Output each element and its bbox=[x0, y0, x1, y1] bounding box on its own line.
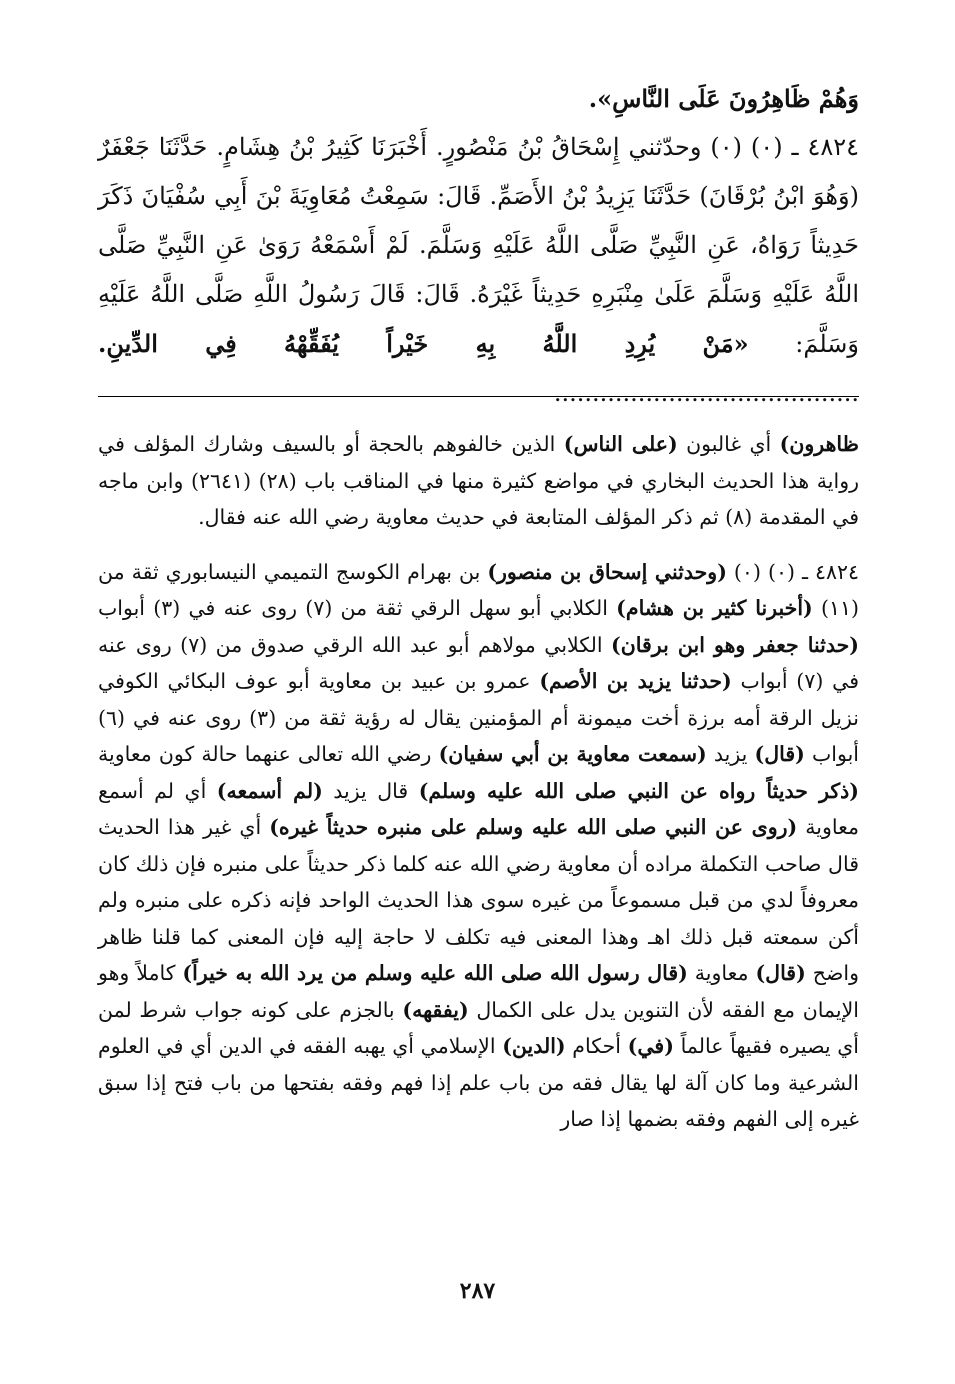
commentary-paragraph-2 bbox=[98, 554, 859, 1138]
commentary-bold: ظاهرون) bbox=[779, 432, 859, 456]
commentary-text: كاملاً وهو الإيمان مع الفقه لأن التنوين يدل على الكمال bbox=[98, 961, 859, 1022]
hadith-text-block bbox=[98, 74, 859, 418]
commentary-text: قال يزيد bbox=[322, 778, 419, 803]
hadith-chain-text: وحدّثني إِسْحَاقُ بْنُ مَنْصُورٍ. أَخْبَرَنَا كَثِيرُ بْنُ هِشَامٍ. حَدَّثَنَا جَعْفَرٌ (وَهُوَ ابْنُ بُرْقَانَ) حَدَّثَنَا يَزِيدُ بْنُ الأَصَمِّ. قَالَ: سَمِعْتُ مُعَاوِيَةَ بْنَ أَبِي سُفْيَانَ ذَكَرَ حَدِيثاً رَوَاهُ، عَنِ النَّبِيِّ صَلَّى اللَّهُ عَلَيْهِ وَسَلَّمَ. لَمْ أَسْمَعْهُ رَوَىٰ عَنِ النَّبِيِّ صَلَّى اللَّهُ عَلَيْهِ وَسَلَّمَ عَلَىٰ مِنْبَرِهِ حَدِيثاً غَيْرَهُ. قَالَ: قَالَ رَسُولُ اللَّهِ صَلَّى اللَّهُ عَلَيْهِ وَسَلَّمَ: bbox=[98, 133, 859, 358]
commentary-text: الكلابي أبو سهل الرقي ثقة من (٧) روى عنه في (٣) أبواب bbox=[98, 596, 617, 620]
hadith-previous-ending: وَهُمْ ظَاهِرُونَ عَلَى النَّاسِ». bbox=[588, 84, 859, 113]
commentary-bold: (أخبرنا كثير بن هشام) bbox=[616, 596, 813, 620]
commentary-text: الكلابي مولاهم أبو عبد الله الرقي صدوق من (٧) روى عنه في (٧) أبواب bbox=[98, 632, 859, 693]
commentary-text: أي لم أسمع معاوية bbox=[98, 778, 860, 839]
page-number: ٢٨٧ bbox=[459, 1278, 496, 1304]
footnote-divider bbox=[98, 396, 859, 397]
commentary-bold: (في) bbox=[627, 1034, 674, 1058]
hadith-paragraph bbox=[98, 123, 859, 418]
commentary-bold: (حدثنا يزيد بن الأصم) bbox=[539, 669, 732, 693]
commentary-bold: (يفقهه) bbox=[402, 997, 469, 1022]
commentary-text: بالجزم على كونه جواب شرط لمن أي يصيره فقيهاً عالماً bbox=[98, 997, 859, 1058]
commentary-bold: (قال) bbox=[755, 961, 806, 985]
commentary-text: أي غالبون bbox=[677, 432, 780, 456]
commentary-text: الإسلامي أي يهبه الفقه في الدين أي في العلوم الشرعية وما كان آلة لها يقال فقه من باب علم إذا فهم وفقه بفتحها من باب فتح إذا سبق غيره إلى الفهم وفقه بضمها إذا صار bbox=[98, 1034, 859, 1131]
commentary-bold: (سمعت معاوية بن أبي سفيان) bbox=[438, 742, 707, 766]
commentary-text: رضي الله تعالى عنهما حالة كون معاوية bbox=[98, 742, 439, 766]
commentary-bold: (قال رسول الله صلى الله عليه وسلم من يرد الله به خيراً) bbox=[182, 961, 688, 985]
commentary-bold: (قال) bbox=[754, 742, 805, 766]
commentary-text: عمرو بن عبيد بن معاوية أبو عوف البكائي الكوفي نزيل الرقة أمه برزة أخت ميمونة أم المؤمنين يقال له رؤية ثقة من (٣) روى عنه في (٦) أبواب bbox=[98, 669, 859, 766]
commentary-bold: (ذكر حديثاً رواه عن النبي صلى الله عليه وسلم) bbox=[418, 778, 859, 803]
commentary-bold: (روى عن النبي صلى الله عليه وسلم على منبره حديثاً غيره) bbox=[269, 815, 798, 839]
hadith-continuation-dots: ........................................ bbox=[553, 379, 859, 407]
commentary-text: الذين خالفوهم بالحجة أو بالسيف وشارك المؤلف في رواية هذا الحديث البخاري في مواضع كثيرة منها في المناقب باب (٢٨) (٢٦٤١) وابن ماجه في المقدمة (٨) ثم ذكر المؤلف المتابعة في حديث معاوية رضي الله عنه فقال. bbox=[98, 432, 859, 529]
commentary-text: ٤٨٢٤ ـ (٠) (٠) bbox=[726, 559, 860, 584]
commentary-bold: (الدين) bbox=[502, 1034, 566, 1058]
commentary-bold: (على الناس) bbox=[563, 432, 678, 456]
commentary-bold: (لم أسمعه) bbox=[216, 778, 323, 803]
hadith-quote: «مَنْ يُرِدِ اللَّهُ بِهِ خَيْراً يُفَقِّهْهُ فِي الدِّينِ. bbox=[98, 329, 749, 358]
commentary-text: بن بهرام الكوسج التميمي النيسابوري ثقة من (١١) bbox=[98, 559, 860, 620]
hadith-number: ٤٨٢٤ ـ (٠) (٠) bbox=[710, 133, 860, 161]
commentary-bold: (حدثنا جعفر وهو ابن برقان) bbox=[611, 632, 859, 657]
commentary-bold: (وحدثني إسحاق بن منصور) bbox=[487, 559, 727, 584]
commentary-text: أي غير هذا الحديث قال صاحب التكملة مراده أن معاوية رضي الله عنه كلما ذكر حديثاً على منبره فإن ذلك كان معروفاً لدي من قبل مسموعاً من غيره سوى هذا الحديث الواحد فإنه ذكره على منبره ولم أكن سمعته قبل ذلك اهـ وهذا المعنى فيه تكلف لا حاجة إليه فإن المعنى كما قلنا ظاهر واضح bbox=[98, 815, 859, 985]
commentary-paragraph-1 bbox=[98, 426, 859, 536]
commentary-text: معاوية bbox=[687, 961, 756, 985]
commentary-text: يزيد bbox=[706, 742, 755, 766]
commentary-block bbox=[98, 426, 859, 1138]
commentary-text: أحكام bbox=[565, 1034, 628, 1058]
